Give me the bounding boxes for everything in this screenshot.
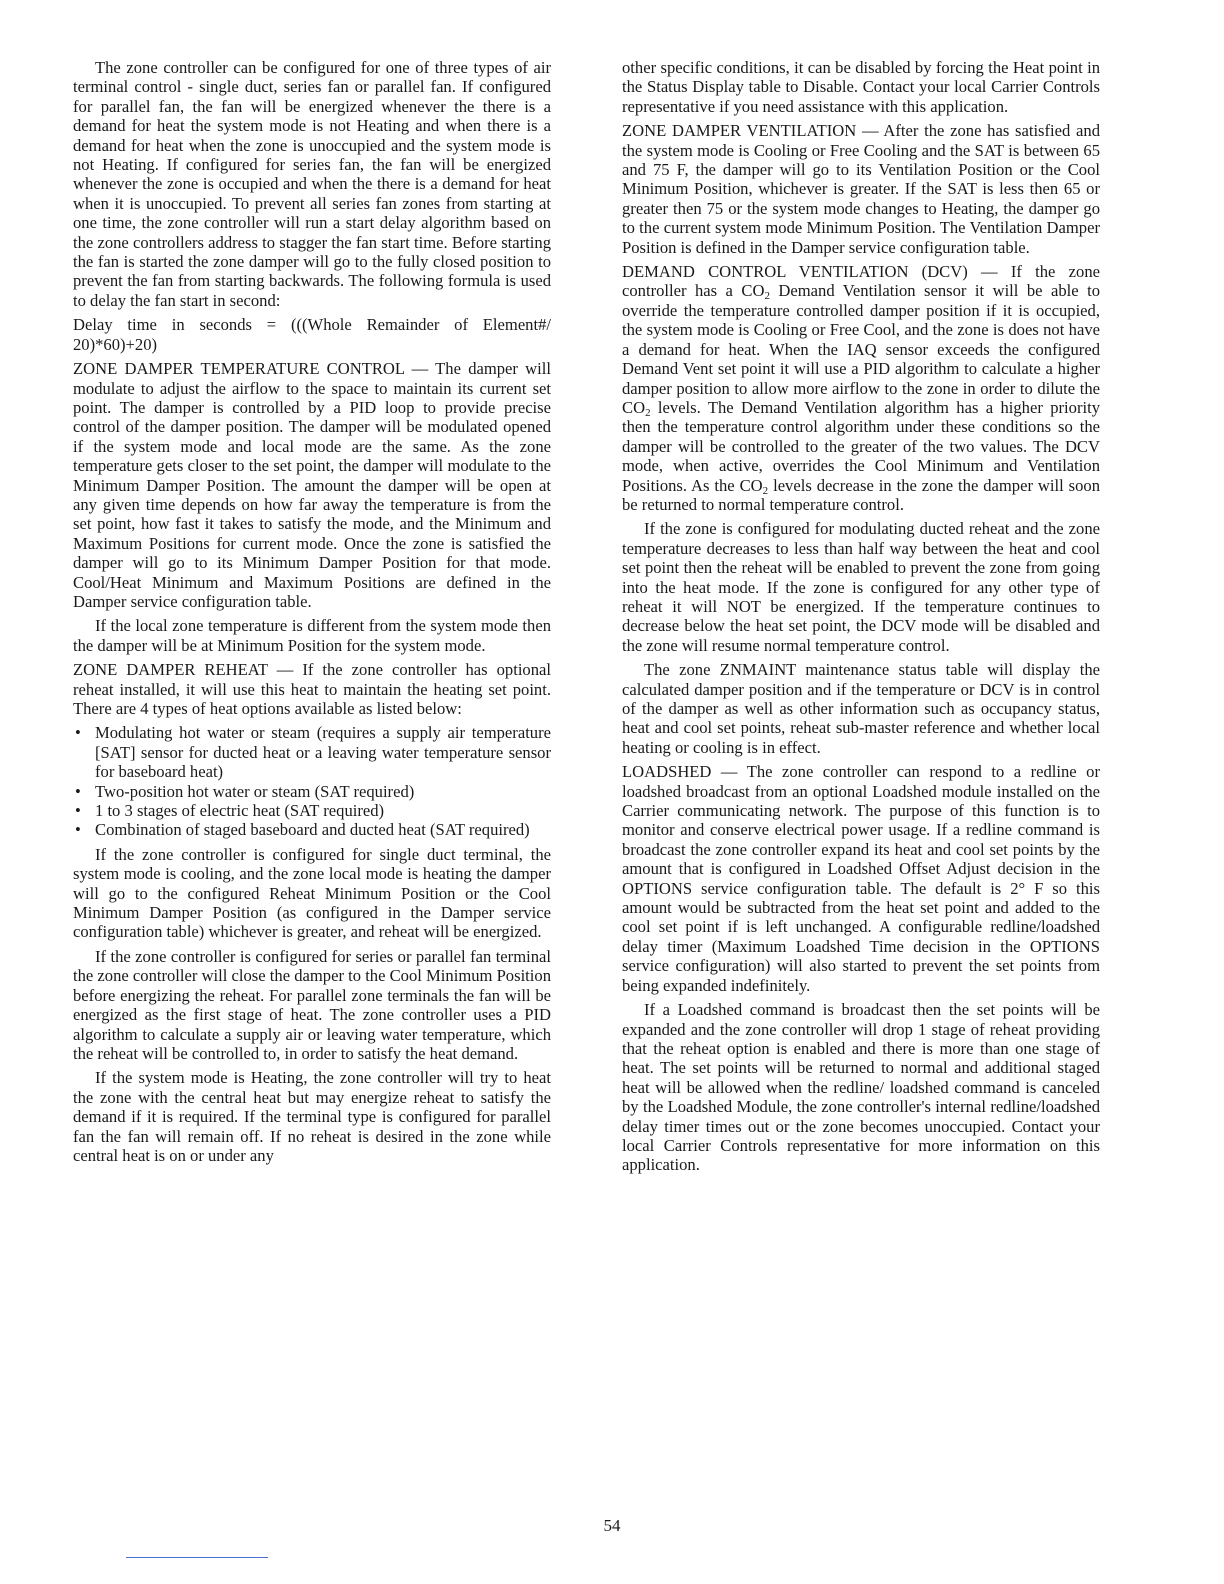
list-item: • Modulating hot water or steam (requires a supply air temperature [SAT] sensor for ducted heat or a leaving water temperature sensor for baseboard heat): [73, 723, 551, 781]
section-temperature-control: [73, 359, 551, 611]
text-temperature-control: — The damper will modulate to adjust the airflow to the space to maintain its current set point. The damper is controlled by a PID loop to provide precise control of the damper position. The damper will be modulated opened if the system mode and local mode are the same. As the zone temperature gets closer to the set point, the damper will modulate to the Minimum Damper Position. The amount the damper will be open at any given time depends on how far away the temperature is from the set point, how fast it takes to satisfy the mode, and the Minimum and Maximum Positions for current mode. Once the zone is satisfied the damper will go to its Minimum Damper Position for that mode. Cool/Heat Minimum and Maximum Positions are defined in the Damper service configuration table.: [73, 359, 551, 611]
paragraph-continued: other specific conditions, it can be disabled by forcing the Heat point in the Status Display table to Disable. Contact your local Carrier Controls representative if you need assistance with this application.: [622, 58, 1100, 116]
text-damper-ventilation: — After the zone has satisfied and the system mode is Cooling or Free Cooling and the SAT is between 65 and 75 F, the damper will go to its Ventilation Position or the Cool Minimum Position, whichever is greater. If the SAT is less then 65 or greater then 75 or the system mode changes to Heating, the damper go to the current system mode Minimum Position. The Ventilation Damper Position is defined in the Damper service configuration table.: [622, 121, 1100, 257]
paragraph-delay-formula: Delay time in seconds = (((Whole Remainder of Element#/ 20)*60)+20): [73, 315, 551, 354]
subscript-2: 2: [762, 484, 769, 497]
list-item: • Two-position hot water or steam (SAT required): [73, 782, 551, 801]
right-column: [622, 58, 1100, 1180]
paragraph-local-zone-temp: If the local zone temperature is different from the system mode then the damper will be at Minimum Position for the system mode.: [73, 616, 551, 655]
footer-rule: [126, 1557, 268, 1558]
paragraph-znmaint: The zone ZNMAINT maintenance status table will display the calculated damper position and if the temperature or DCV is in control of the damper as well as other information such as occupancy status, heat and cool set points, reheat sub-master reference and whether local heating or cooling is in effect.: [622, 660, 1100, 757]
heading-dcv: DEMAND CONTROL VENTILATION (DCV): [622, 262, 968, 282]
paragraph-single-duct: If the zone controller is configured for single duct terminal, the system mode is cooling, and the zone local mode is heating the damper will go to the configured Reheat Minimum Position or the Cool Minimum Damper Position (as configured in the Damper service configuration table) whichever is greater, and reheat will be energized.: [73, 844, 551, 942]
paragraph-terminal-types: The zone controller can be configured for one of three types of air terminal control - single duct, series fan or parallel fan. If configured for parallel fan, the fan will be energized whenever the there is a demand for heat the system mode is not Heating and when there is a demand for heat when the zone is unoccupied and the system mode is not Heating. If configured for series fan, the fan will be energized whenever the zone is occupied and when the there is a demand for heat when it is unoccupied. To prevent all series fan zones from starting at one time, the zone controller will run a start delay algorithm based on the zone controllers address to stagger the fan start time. Before starting the fan is started the zone damper will go to the fully closed position to prevent the fan from starting backwards. The following formula is used to delay the fan start in second:: [73, 58, 551, 310]
page-number: 54: [603, 1516, 621, 1535]
paragraph-series-parallel: If the zone controller is configured for series or parallel fan terminal the zone controller will close the damper to the Cool Minimum Position before energizing the reheat. For parallel zone terminals the fan will be energized as the first stage of heat. The zone controller uses a PID algorithm to calculate a supply air or leaving water temperature, which the reheat will be controlled to, in order to satisfy the heat demand.: [73, 946, 551, 1063]
heading-damper-reheat: ZONE DAMPER REHEAT: [73, 660, 268, 680]
list-item: • 1 to 3 stages of electric heat (SAT required): [73, 801, 551, 820]
text-dcv-c: levels. The Demand Ventilation algorithm has a higher priority then the temperature control algorithm under these conditions so the damper will be controlled to the greater of the two values. The DCV mode, when active, overrides the Cool Minimum and Ventilation Positions. As the CO: [622, 397, 1100, 495]
heading-damper-ventilation: ZONE DAMPER VENTILATION: [622, 121, 857, 141]
heat-options-list: [73, 723, 551, 839]
section-damper-ventilation: [622, 121, 1100, 257]
text-damper-reheat: — If the zone controller has optional reheat installed, it will use this heat to maintain the heating set point. There are 4 types of heat options available as listed below:: [73, 660, 551, 718]
section-dcv: [622, 262, 1100, 514]
list-item: • Combination of staged baseboard and ducted heat (SAT required): [73, 820, 551, 839]
heading-loadshed: LOADSHED: [622, 762, 712, 782]
text-dcv-b: Demand Ventilation sensor it will be able to override the temperature controlled damper position if it is occupied, the system mode is Cooling or Free Cool, and the zone is does not have a demand for heat. When the IAQ sensor exceeds the configured Demand Vent set point it will use a PID algorithm to calculate a higher damper position to allow more airflow to the zone in order to dilute the CO: [622, 281, 1100, 417]
paragraph-loadshed-command: If a Loadshed command is broadcast then the set points will be expanded and the zone controller will drop 1 stage of reheat providing that the reheat option is enabled and there is more than one stage of heat. The set points will be returned to normal and additional staged heat will be allowed when the redline/ loadshed command is canceled by the Loadshed Module, the zone controller's internal redline/loadshed delay timer times out or the zone becomes unoccupied. Contact your local Carrier Controls representative for more information on this application.: [622, 1000, 1100, 1175]
heading-temperature-control: ZONE DAMPER TEMPERATURE CONTROL: [73, 359, 405, 379]
text-dcv-d: levels decrease in the zone the damper will soon be returned to normal temperature control.: [622, 475, 1101, 514]
text-loadshed: — The zone controller can respond to a redline or loadshed broadcast from an optional Loadshed module installed on the Carrier communicating network. The purpose of this function is to monitor and conserve electrical power usage. If a redline command is broadcast the zone controller expand its heat and cool set points by the amount that is configured in Loadshed Offset Adjust decision in the OPTIONS service configuration table. The default is 2° F so this amount would be subtracted from the heat set point and added to the cool set point if is left unchanged. A configurable redline/loadshed delay timer (Maximum Loadshed Time decision in the OPTIONS service configuration) will also started to prevent the set points from being expanded indefinitely.: [622, 762, 1100, 995]
subscript-2: 2: [645, 406, 651, 419]
left-column: [73, 58, 551, 1170]
paragraph-system-heating: If the system mode is Heating, the zone controller will try to heat the zone with the central heat but may energize reheat to satisfy the demand if it is required. If the terminal type is configured for parallel fan the fan will remain off. If no reheat is desired in the zone while central heat is on or under any: [73, 1068, 551, 1165]
paragraph-modulating-reheat: If the zone is configured for modulating ducted reheat and the zone temperature decreases to less than half way between the heat and cool set point then the reheat will be enabled to prevent the zone from going into the heat mode. If the zone is configured for any other type of reheat it will NOT be energized. If the temperature continues to decrease below the heat set point, the DCV mode will be disabled and the zone will resume normal temperature control.: [622, 519, 1100, 655]
text-dcv-a: — If the zone controller has a CO: [622, 262, 1100, 301]
section-damper-reheat: [73, 660, 551, 718]
section-loadshed: [622, 762, 1100, 995]
subscript-2: 2: [764, 290, 770, 303]
